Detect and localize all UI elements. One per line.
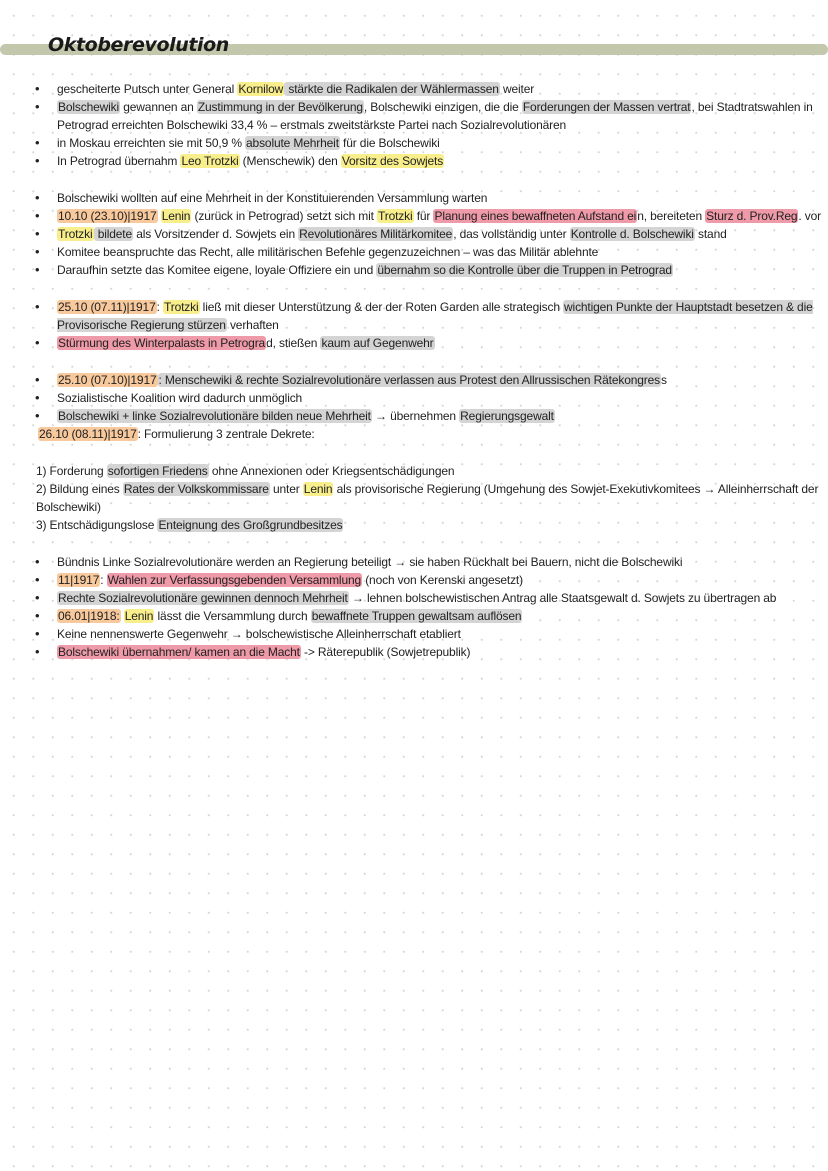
text: 2) Bildung eines: [36, 482, 123, 496]
highlight: Vorsitz des Sowjets: [341, 154, 444, 168]
highlight: Bolschewiki: [58, 100, 120, 114]
notes-body: [0, 80, 828, 661]
highlight: Planung eines bewaffneten Aufstand ei: [434, 209, 637, 223]
list-item: [0, 80, 828, 98]
text: stand: [694, 227, 727, 241]
highlight: bildete: [94, 227, 133, 241]
decree-item: [0, 480, 828, 516]
highlight: Lenin: [161, 209, 191, 223]
text: als Vorsitzender d. Sowjets ein: [133, 227, 299, 241]
text: Bündnis Linke Sozialrevolutionäre werden an Regierung beteiligt → sie haben Rückhalt bei Bauern, nicht die Bolschewiki: [57, 555, 683, 569]
list-item: [0, 553, 828, 571]
text: In Petrograd übernahm: [57, 154, 181, 168]
text: 3) Entschädigungslose: [36, 518, 158, 532]
highlight: absolute Mehrheit: [246, 136, 339, 150]
text: n, bereiteten: [637, 209, 706, 223]
highlight: übernahm so die Kontrolle über die Truppen in Petrograd: [377, 263, 672, 277]
decree-list: [0, 462, 828, 534]
list-item: [0, 334, 828, 352]
highlight: Rates der Volkskommissare: [123, 482, 269, 496]
text: in Moskau erreichten sie mit 50,9 %: [57, 136, 246, 150]
text: Bolschewiki wollten auf eine Mehrheit in der Konstituierenden Versammlung warten: [57, 191, 488, 205]
text: gewannen an: [120, 100, 197, 114]
text: Keine nennenswerte Gegenwehr → bolschewistische Alleinherrschaft etabliert: [57, 627, 461, 641]
text: , das vollständig unter: [453, 227, 570, 241]
highlight: 25.10 (07.11)|1917: [58, 300, 156, 314]
text: -> Räterepublik (Sowjetrepublik): [300, 645, 471, 659]
highlight: 11|1917: [58, 573, 100, 587]
highlight: : Menschewiki & rechte Sozialrevolutionäre verlassen aus Protest den Allrussischen Rätekongres: [158, 373, 660, 387]
text: , bei Stadtratswahlen in Petrograd erreichten Bolschewiki 33,4 % – erstmals zweitstärkste Partei nach Sozialrevolutionären: [57, 100, 813, 132]
highlight: Wahlen zur Verfassungsgebenden Versammlung: [107, 573, 362, 587]
highlight: Trotzki: [163, 300, 199, 314]
highlight: sofortigen Friedens: [107, 464, 208, 478]
highlight: Bolschewiki übernahmen/ kamen an die Macht: [58, 645, 300, 659]
list-item: [0, 134, 828, 152]
highlight: Forderungen der Massen vertrat: [522, 100, 691, 114]
highlight: Rechte Sozialrevolutionäre gewinnen dennoch Mehrheit: [58, 591, 348, 605]
highlight: Kontrolle d. Bolschewiki: [570, 227, 694, 241]
highlight: Trotzki: [378, 209, 413, 223]
list-item: [0, 607, 828, 625]
highlight: Bolschewiki + linke Sozialrevolutionäre bilden neue Mehrheit: [58, 409, 371, 423]
highlight: Trotzki: [58, 227, 93, 241]
list-item: [0, 589, 828, 607]
highlight: Kornilow: [238, 82, 284, 96]
block-1: [0, 80, 828, 170]
text: : Formulierung 3 zentrale Dekrete:: [137, 427, 315, 441]
text: (Menschewik) den: [239, 154, 341, 168]
page-title: Oktoberevolution: [48, 34, 229, 56]
list-item: [0, 243, 828, 261]
decree-item: [0, 516, 828, 534]
list-item: [0, 261, 828, 279]
highlight: 26.10 (08.11)|1917: [39, 427, 137, 441]
highlight: 10.10 (23.10)|1917: [58, 209, 157, 223]
highlight: Stürmung des Winterpalasts in Petrogra: [58, 336, 266, 350]
list-item: [0, 189, 828, 207]
text: lässt die Versammlung durch: [154, 609, 311, 623]
text: als provisorische Regierung (Umgehung des Sowjet-Exekutivkomitees → Alleinherrschaft der Bolschewiki): [36, 482, 819, 514]
highlight: Zustimmung in der Bevölkerung: [197, 100, 363, 114]
list-item: [0, 625, 828, 643]
text: gescheiterte Putsch unter General: [57, 82, 238, 96]
text: weiter: [499, 82, 535, 96]
highlight: bewaffnete Truppen gewaltsam auflösen: [311, 609, 522, 623]
list-item: [0, 389, 828, 407]
text: Daraufhin setzte das Komitee eigene, loyale Offiziere ein und: [57, 263, 377, 277]
text: → lehnen bolschewistischen Antrag alle Staatsgewalt d. Sowjets zu übertragen ab: [348, 591, 777, 605]
text: , Bolschewiki einzigen, die die: [363, 100, 522, 114]
highlight: stärkte die Radikalen der Wählermassen: [285, 82, 499, 96]
list-item: [0, 643, 828, 661]
text: (zurück in Petrograd) setzt sich mit: [191, 209, 378, 223]
text: verhaften: [226, 318, 279, 332]
list-item: [0, 225, 828, 243]
text: :: [100, 573, 107, 587]
decree-intro: [0, 425, 828, 443]
text: s: [661, 373, 667, 387]
list-item: [0, 371, 828, 389]
list-item: [0, 152, 828, 170]
text: 1) Forderung: [36, 464, 107, 478]
text: für: [413, 209, 434, 223]
text: Sozialistische Koalition wird dadurch unmöglich: [57, 391, 303, 405]
highlight: Revolutionäres Militärkomitee: [299, 227, 453, 241]
list-item: [0, 98, 828, 134]
highlight: Enteignung des Großgrundbesitzes: [158, 518, 343, 532]
block-2: [0, 189, 828, 279]
text: ließ mit dieser Unterstützung & der der Roten Garden alle strategisch: [199, 300, 564, 314]
text: für die Bolschewiki: [339, 136, 440, 150]
text: unter: [269, 482, 303, 496]
decree-item: [0, 462, 828, 480]
list-item: [0, 298, 828, 334]
list-item: [0, 571, 828, 589]
text: (noch von Kerenski angesetzt): [362, 573, 523, 587]
highlight: Lenin: [124, 609, 154, 623]
text: :: [156, 300, 163, 314]
block-6: [0, 553, 828, 661]
text: Komitee beanspruchte das Recht, alle militärischen Befehle gegenzuzeichnen – was das Militär ablehnte: [57, 245, 599, 259]
highlight: Sturz d. Prov.Reg: [706, 209, 798, 223]
highlight: Leo Trotzki: [181, 154, 239, 168]
highlight: wichtigen Punkte der Hauptstadt besetzen & die Provisorische Regierung stürzen: [57, 300, 813, 332]
block-4: [0, 371, 828, 425]
text: ohne Annexionen oder Kriegsentschädigungen: [208, 464, 455, 478]
highlight: 06.01|1918:: [58, 609, 120, 623]
text: d, stießen: [266, 336, 321, 350]
list-item: [0, 207, 828, 225]
block-3: [0, 298, 828, 352]
text: → übernehmen: [371, 409, 460, 423]
highlight: Lenin: [303, 482, 333, 496]
list-item: [0, 407, 828, 425]
highlight: Regierungsgewalt: [460, 409, 554, 423]
text: . vor: [798, 209, 822, 223]
highlight: 25.10 (07.10)|1917: [58, 373, 157, 387]
highlight: kaum auf Gegenwehr: [321, 336, 434, 350]
